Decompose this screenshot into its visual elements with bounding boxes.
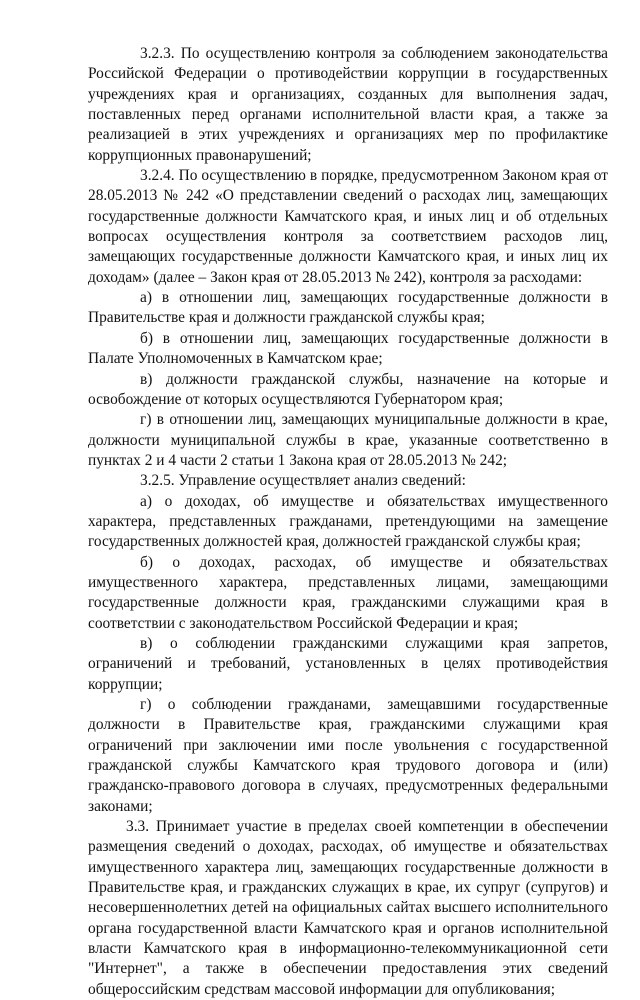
list-item-b-3-2-4: б) в отношении лиц, замещающих государственные должности в Палате Уполномоченных в Камчатском крае;	[88, 329, 608, 368]
list-item-a-3-2-4: а) в отношении лиц, замещающих государственные должности в Правительстве края и должности гражданской службы края;	[88, 289, 608, 327]
paragraph-3-2-4: 3.2.4. По осуществлению в порядке, предусмотренном Законом края от 28.05.2013 № 242 «О представлении сведений о расходах лиц, замещающих государственные должности Камчатского края, и иных лиц и об отдельных вопросах осуществления контроля за соответствием расходов лиц, замещающих государственные должности Камчатского края, и иных лиц их доходам» (далее – Закон края от 28.05.2013 № 242), контроля за расходами:	[88, 167, 608, 286]
paragraph-3-2-5: 3.2.5. Управление осуществляет анализ сведений:	[140, 472, 466, 490]
list-item-v-3-2-4: в) должности гражданской службы, назначение на которые и освобождение от которых осуществляются Губернатором края;	[88, 370, 608, 408]
list-item-g-3-2-5: г) о соблюдении гражданами, замещавшими государственные должности в Правительстве края, гражданскими служащими края ограничений при заключении ими после увольнения с государственной гражданской службы Камчатского края трудового договора и (или) гражданско-правового договора в случаях, предусмотренных федеральными законами;	[88, 696, 608, 815]
paragraph-3-3: 3.3. Принимает участие в пределах своей компетенции в обеспечении размещения сведений о доходах, расходах, об имуществе и обязательствах имущественного характера лиц, замещающих государственные должности в Правительстве края, и гражданских служащих в крае, их супруг (супругов) и несовершеннолетних детей на официальных сайтах высшего исполнительного органа государственной власти Камчатского края и органов исполнительной власти Камчатского края в информационно-телекоммуникационной сети "Интернет", а также в обеспечении предоставления этих сведений общероссийским средствам массовой информации для опубликования;	[88, 818, 608, 998]
list-item-g-3-2-4: г) в отношении лиц, замещающих муниципальные должности в крае, должности муниципальной службы в крае, указанные соответственно в пунктах 2 и 4 части 2 статьи 1 Закона края от 28.05.2013 № 242;	[88, 411, 608, 469]
list-item-v-3-2-5: в) о соблюдении гражданскими служащими края запретов, ограничений и требований, установленных в целях противодействия коррупции;	[88, 634, 608, 693]
paragraph-3-2-3: 3.2.3. По осуществлению контроля за соблюдением законодательства Российской Федерации о противодействии коррупции в государственных учреждениях края и организациях, созданных для выполнения задач, поставленных перед органами исполнительной власти края, а также за реализацией в этих учреждениях и организациях мер по профилактике коррупционных правонарушений;	[88, 45, 608, 164]
document-page	[88, 44, 608, 1000]
list-item-a-3-2-5: а) о доходах, об имуществе и обязательствах имущественного характера, представленных гражданами, претендующими на замещение государственных должностей края, должностей гражданской службы края;	[88, 492, 608, 551]
list-item-b-3-2-5: б) о доходах, расходах, об имуществе и обязательствах имущественного характера, представленных лицами, замещающими государственные должности края, гражданскими служащими края в соответствии с законодательством Российской Федерации и края;	[88, 553, 608, 632]
